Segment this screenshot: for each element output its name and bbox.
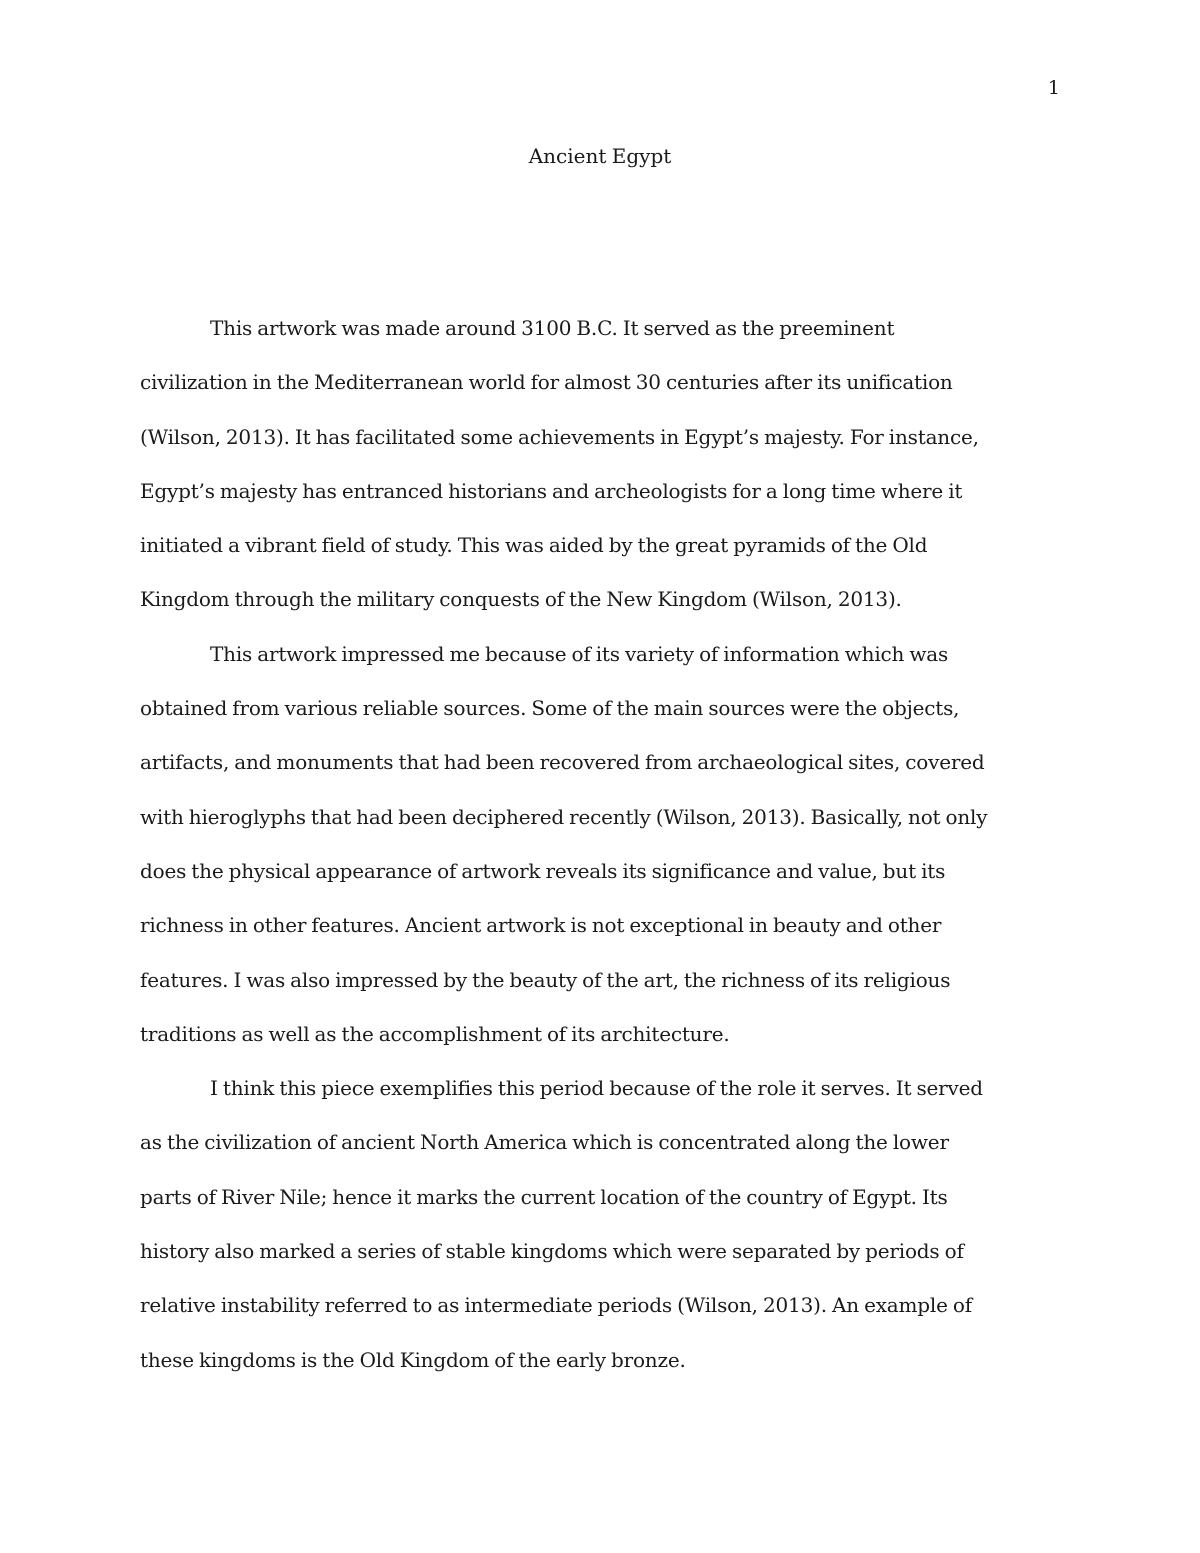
paragraph-line: artifacts, and monuments that had been recovered from archaeological sites, covered — [140, 750, 985, 775]
paragraph-line: with hieroglyphs that had been deciphered recently (Wilson, 2013). Basically, not only — [140, 804, 988, 829]
paragraph-line: This artwork was made around 3100 B.C. It served as the preeminent — [210, 316, 895, 340]
paragraph-line: these kingdoms is the Old Kingdom of the early bronze. — [140, 1347, 686, 1372]
page-number: 1 — [1047, 77, 1060, 99]
paragraph-2 — [140, 627, 1070, 1061]
paragraph-line: features. I was also impressed by the beauty of the art, the richness of its religious — [140, 967, 951, 992]
paragraph-line: traditions as well as the accomplishment of its architecture. — [140, 1021, 730, 1046]
paragraph-1 — [140, 301, 1070, 627]
paragraph-line: parts of River Nile; hence it marks the current location of the country of Egypt. Its — [140, 1184, 948, 1209]
paragraph-3 — [140, 1061, 1070, 1387]
paragraph-line: obtained from various reliable sources. Some of the main sources were the objects, — [140, 696, 960, 721]
paragraph-line: does the physical appearance of artwork reveals its significance and value, but its — [140, 858, 946, 883]
paragraph-line: Kingdom through the military conquests of the New Kingdom (Wilson, 2013). — [140, 587, 902, 612]
paragraph-line: I think this piece exemplifies this period because of the role it serves. It served — [210, 1076, 983, 1101]
paragraph-line: civilization in the Mediterranean world for almost 30 centuries after its unification — [140, 370, 953, 395]
document-body — [140, 301, 1070, 1387]
paragraph-line: history also marked a series of stable kingdoms which were separated by periods of — [140, 1239, 964, 1264]
paragraph-line: relative instability referred to as intermediate periods (Wilson, 2013). An example of — [140, 1293, 972, 1318]
paragraph-line: Egypt’s majesty has entranced historians and archeologists for a long time where it — [140, 478, 963, 503]
paragraph-line: as the civilization of ancient North America which is concentrated along the lower — [140, 1130, 949, 1155]
paragraph-line: richness in other features. Ancient artwork is not exceptional in beauty and other — [140, 913, 942, 938]
paragraph-line: (Wilson, 2013). It has facilitated some achievements in Egypt’s majesty. For instance, — [140, 424, 979, 449]
document-title: Ancient Egypt — [528, 144, 672, 168]
paragraph-line: This artwork impressed me because of its variety of information which was — [210, 641, 949, 666]
paragraph-line: initiated a vibrant field of study. This was aided by the great pyramids of the Old — [140, 533, 928, 558]
